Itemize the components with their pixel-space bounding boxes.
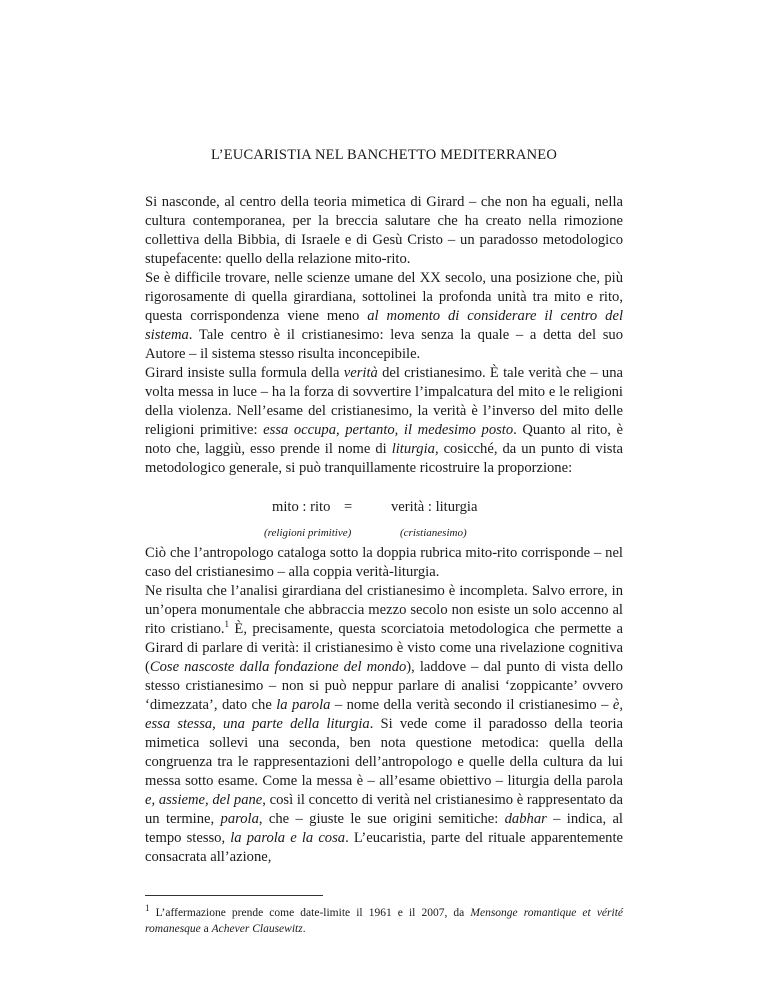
paragraph-1	[145, 193, 623, 269]
footnote-italic-1: Mensonge romantique et vérité romanesque	[145, 907, 624, 935]
proportion-right: verità : liturgia	[391, 499, 478, 515]
para5-italic-5: parola	[220, 811, 259, 827]
para3-italic-3: liturgia	[391, 441, 435, 457]
para3-b: del cristianesimo. È tale verità che – una volta messa in luce – ha la forza di sovvertire l’impalcatura del mito e le religioni della violenza. Nell’esame del cristianesimo, la verità è l’inverso del mito delle religioni primitive:	[145, 365, 623, 438]
para5-g: , che – giuste le sue origini semitiche:	[258, 811, 505, 827]
para2-a: Se è difficile trovare, nelle scienze umane del XX secolo, una posizione che, più rigorosamente di quella girardiana, sottolinei la profonda unità tra mito e rito, questa corrispondenza viene meno	[145, 270, 623, 324]
para1-text: Si nasconde, al centro della teoria mimetica di Girard – che non ha eguali, nella cultura contemporanea, per la breccia salutare che ha creato nella rimozione collettiva della Bibbia, di Israele e di Gesù Cristo – un paradosso metodologico stupefacente: quello della relazione mito-rito.	[145, 194, 623, 267]
para5-italic-4: e, assieme, del pane	[145, 792, 263, 808]
footnote-text-b: a	[200, 923, 212, 935]
para5-f: , così il concetto di verità nel cristianesimo è rappresentato da un termine,	[145, 792, 623, 827]
para5-e: . Si vede come il paradosso della teoria mimetica sollevi una seconda, ben nota questione metodica: quella della congruenza tra le rappresentazioni dell’antropologo e quelle della cultura da lui messa sotto esame. Come la messa è – all’esame obiettivo – liturgia della parola	[145, 716, 624, 789]
para5-italic-6: dabhar	[504, 811, 547, 827]
para3-c: . Quanto al rito, è noto che, laggiù, esso prende il nome di	[145, 422, 623, 457]
footnote-text-a: L’affermazione prende come date-limite il 1961 e il 2007, da	[149, 907, 471, 919]
para5-italic-1: Cose nascoste dalla fondazione del mondo	[149, 659, 407, 675]
proportion-equals: =	[344, 499, 353, 515]
paragraph-4	[145, 544, 623, 582]
para2-b: . Tale centro è il cristianesimo: leva senza la quale – a detta del suo Autore – il sistema stesso risulta inconcepibile.	[145, 327, 623, 362]
para5-d: – nome della verità secondo il cristianesimo –	[330, 697, 613, 713]
para5-italic-2: la parola	[276, 697, 331, 713]
footnote-text-c: .	[302, 923, 306, 935]
footnote-reference: 1	[224, 619, 230, 630]
para4-text: Ciò che l’antropologo cataloga sotto la doppia rubrica mito-rito corrisponde – nel caso del cristianesimo – alla coppia verità-liturgia.	[145, 545, 623, 580]
para3-d: , cosicché, da un punto di vista metodologico generale, si può tranquillamente ricostruire la proporzione:	[145, 441, 623, 476]
para5-j: . L’eucaristia, parte del rituale apparentemente consacrata all’azione,	[145, 830, 623, 865]
paragraph-3	[145, 364, 623, 478]
footnote-mark: 1	[145, 903, 150, 914]
para5-h: – indica, al tempo stesso,	[145, 811, 623, 846]
para3-italic-1: verità	[343, 365, 378, 381]
proportion-right-note: (cristianesimo)	[400, 527, 467, 539]
para3-a: Girard insiste sulla formula della	[145, 365, 344, 381]
paragraph-2	[145, 269, 623, 364]
proportion-left-note: (religioni primitive)	[264, 527, 352, 539]
paragraph-5	[145, 582, 623, 867]
para5-a: Ne risulta che l’analisi girardiana del cristianesimo è incompleta. Salvo errore, in un’opera monumentale che abbraccia mezzo secolo non esiste un solo accenno al rito cristiano.	[145, 583, 623, 637]
page-title: L’EUCARISTIA NEL BANCHETTO MEDITERRANEO	[211, 147, 557, 163]
para5-italic-3: è, essa stessa, una parte della liturgia	[145, 697, 623, 732]
para2-italic: al momento di considerare il centro del sistema	[145, 308, 623, 343]
footnote	[145, 905, 623, 937]
para3-italic-2: essa occupa, pertanto, il medesimo posto	[263, 422, 514, 438]
footnote-divider	[145, 895, 323, 896]
para5-b: È, precisamente, questa scorciatoia metodologica che permette a Girard di parlare di verità: il cristianesimo è visto come una rivelazione cognitiva (	[145, 621, 623, 675]
body-text	[145, 193, 623, 867]
proportion-left: mito : rito	[272, 499, 331, 515]
para5-c: ), laddove – dal punto di vista dello stesso cristianesimo – non si può neppur parlare di analisi ‘zoppicante’ ovvero ‘dimezzata’, dato che	[145, 659, 623, 713]
footnote-italic-2: Achever Clausewitz	[211, 923, 303, 935]
proportion-formula	[145, 484, 623, 544]
para5-italic-7: la parola e la cosa	[230, 830, 346, 846]
